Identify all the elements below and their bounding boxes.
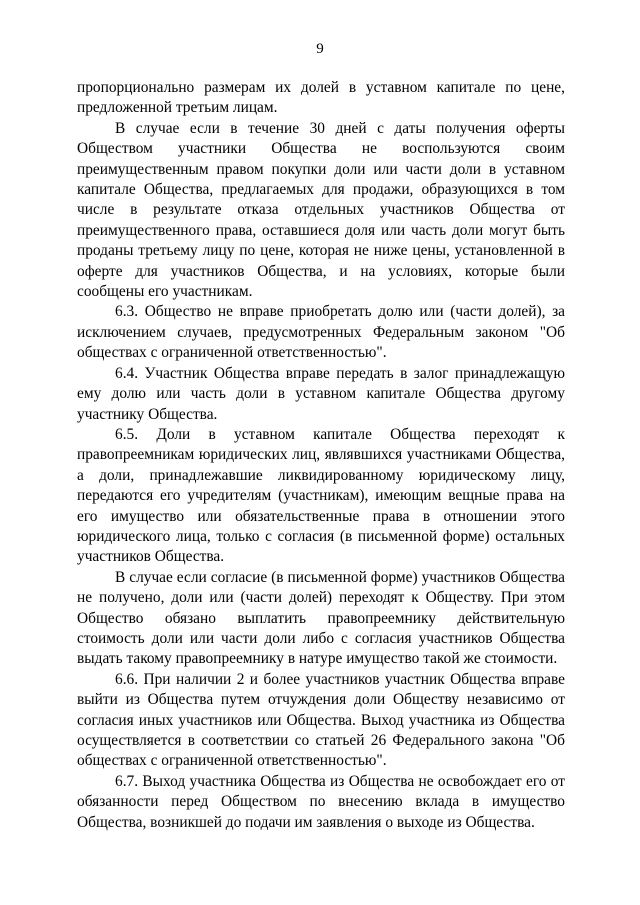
paragraph-consent: В случае если согласие (в письменной форме) участников Общества не получено, доли или (части долей) переходят к Обществу. При этом Общество обязано выплатить правопреемнику действительную стоимость доли или части доли либо с согласия участников Общества выдать такому правопреемнику в натуре имущество такой же стоимости. bbox=[77, 568, 565, 668]
paragraph-6-3: 6.3. Общество не вправе приобретать долю или (части долей), за исключением случаев, предусмотренных Федеральным законом "Об обществах с ограниченной ответственностью". bbox=[77, 303, 565, 362]
document-body bbox=[77, 78, 565, 833]
paragraph-6-4: 6.4. Участник Общества вправе передать в залог принадлежащую ему долю или часть доли в уставном капитале Общества другому участнику Общества. bbox=[77, 364, 565, 423]
paragraph-6-5: 6.5. Доли в уставном капитале Общества переходят к правопреемникам юридических лиц, являвшихся участниками Общества, а доли, принадлежавшие ликвидированному юридическому лицу, передаются его учредителям (участникам), имеющим вещные права на его имущество или обязательственные права в отношении этого юридического лица, только с согласия (в письменной форме) остальных участников Общества. bbox=[77, 425, 565, 566]
paragraph-continuation: пропорционально размерам их долей в уставном капитале по цене, предложенной третьим лицам. bbox=[77, 79, 565, 117]
paragraph-6-7: 6.7. Выход участника Общества из Общества не освобождает его от обязанности перед Обществом по внесению вклада в имущество Общества, возникшей до подачи им заявления о выходе из Общества. bbox=[77, 772, 565, 831]
paragraph-offer-term: В случае если в течение 30 дней с даты получения оферты Обществом участники Общества не воспользуются своим преимущественным правом покупки доли или части доли в уставном капитале Общества, предлагаемых для продажи, образующихся в том числе в результате отказа отдельных участников Общества от преимущественного права, оставшиеся доля или часть доли могут быть проданы третьему лицу по цене, которая не ниже цены, установленной в оферте для участников Общества, и на условиях, которые были сообщены его участникам. bbox=[77, 119, 565, 301]
page-number: 9 bbox=[316, 41, 324, 57]
paragraph-6-6: 6.6. При наличии 2 и более участников участник Общества вправе выйти из Общества путем отчуждения доли Обществу независимо от согласия иных участников или Общества. Выход участника из Общества осуществляется в соответствии со статьей 26 Федерального закона "Об обществах с ограниченной ответственностью". bbox=[77, 670, 565, 770]
